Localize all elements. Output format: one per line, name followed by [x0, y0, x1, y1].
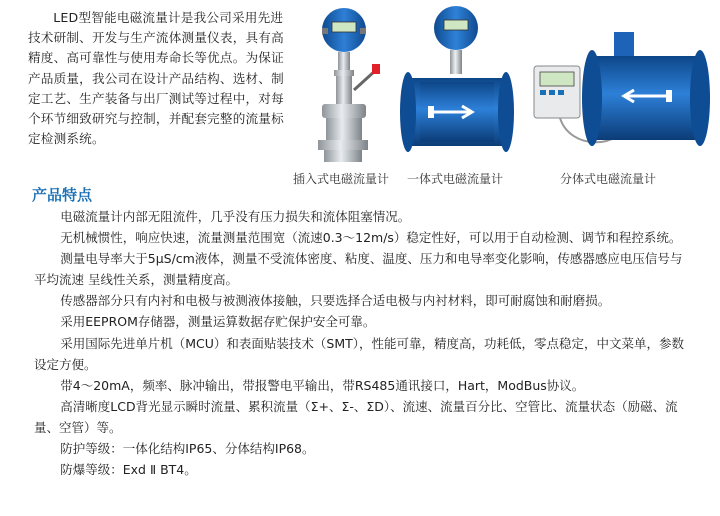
split-meter-image: [530, 0, 710, 168]
feature-list: [34, 206, 690, 480]
split-meter-caption: 分体式电磁流量计: [560, 172, 657, 186]
insertion-meter-image: [296, 0, 386, 168]
intro-block: [28, 8, 290, 149]
feature-item: 防护等级：一体化结构IP65、分体结构IP68。: [60, 441, 315, 457]
feature-item: 带4～20mA，频率、脉冲输出，带报警电平输出，带RS485通讯接口，Hart，ModBus协议。: [60, 377, 585, 393]
integrated-meter-caption: 一体式电磁流量计: [407, 172, 504, 186]
feature-item: 无机械惯性，响应快速，流量测量范围宽（流速0.3～12m/s）稳定性好，可以用于自动检测、调节和程控系统。: [60, 230, 682, 246]
feature-item: 传感器部分只有内衬和电极与被测液体接触，只要选择合适电极与内衬材料，即可耐腐蚀和耐磨损。: [60, 293, 611, 309]
feature-item: 电磁流量计内部无阻流件，几乎没有压力损失和流体阻塞情况。: [60, 209, 411, 224]
section-title: 产品特点: [32, 186, 93, 204]
insertion-meter-caption: 插入式电磁流量计: [293, 172, 390, 186]
intro-paragraph: LED型智能电磁流量计是我公司采用先进技术研制、开发与生产流体测量仪表，具有高精度、高可靠性与使用寿命长等优点。为保证产品质量，我公司在设计产品结构、选材、制定工艺、生产装备与出厂测试等过程中，对每个环节细致研究与控制，并配套完整的流量标定检测系统。: [28, 10, 284, 147]
feature-item: 防爆等级：Exd Ⅱ BT4。: [60, 462, 197, 478]
feature-item: 测量电导率大于5μS/cm液体，测量不受流体密度、粘度、温度、压力和电导率变化影响，传感器感应电压信号与平均流速 呈线性关系，测量精度高。: [34, 251, 683, 288]
feature-item: 高清晰度LCD背光显示瞬时流量、累积流量（Σ+、Σ-、ΣD）、流速、流量百分比、空管比、流量状态（励磁、流量、空管）等。: [34, 398, 678, 435]
feature-item: 采用EEPROM存储器，测量运算数据存贮保护安全可靠。: [60, 314, 376, 330]
integrated-meter-image: [398, 0, 516, 168]
feature-item: 采用国际先进单片机（MCU）和表面贴装技术（SMT），性能可靠，精度高，功耗低，零点稳定，中文菜单，参数设定方便。: [34, 335, 685, 372]
